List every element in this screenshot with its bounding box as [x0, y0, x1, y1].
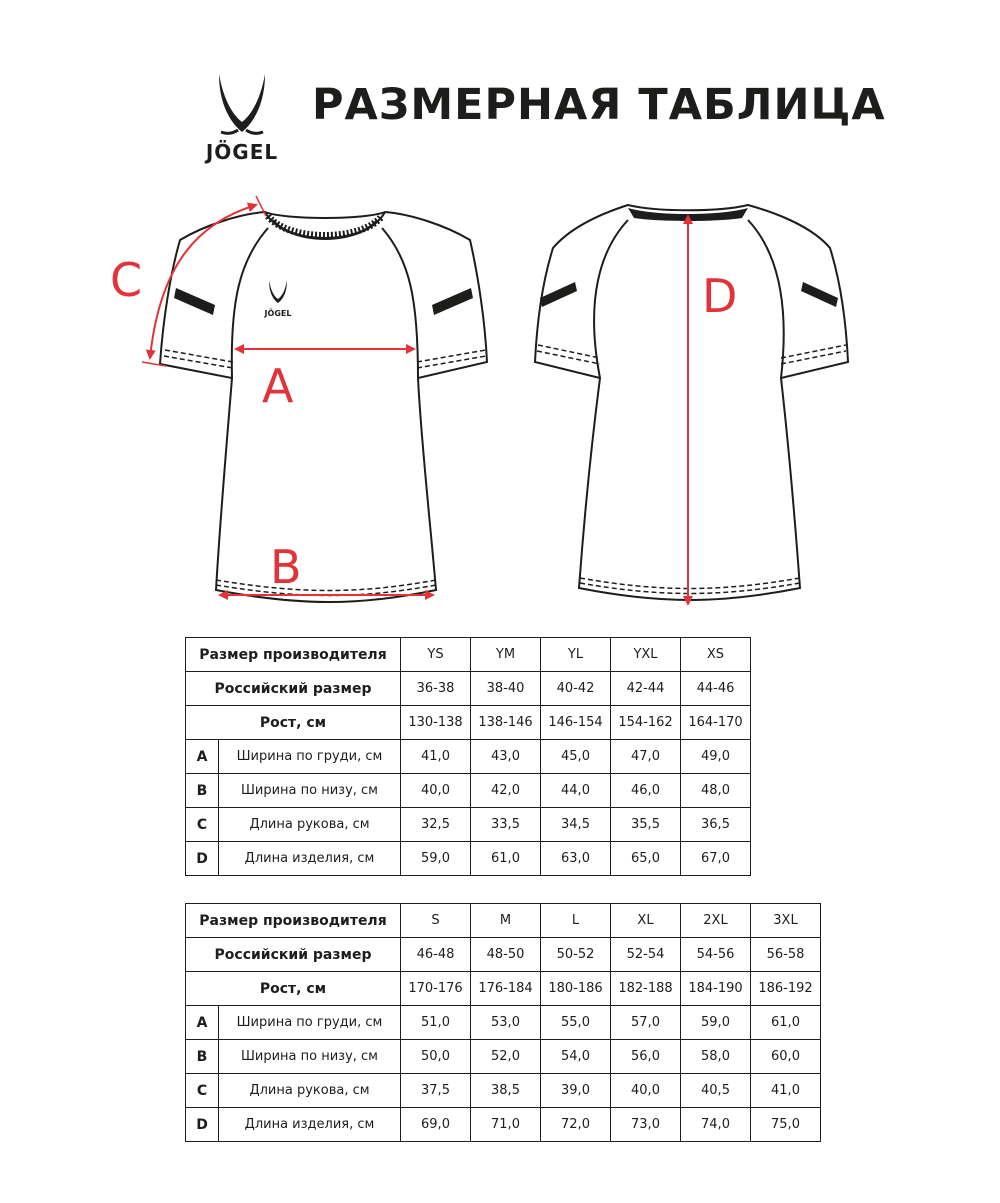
- page-title: РАЗМЕРНАЯ ТАБЛИЦА: [312, 80, 886, 130]
- table-cell: 53,0: [471, 1006, 541, 1040]
- height-label: Рост, см: [186, 706, 401, 740]
- jogel-logo-icon: [216, 72, 268, 136]
- table-cell: 184-190: [681, 972, 751, 1006]
- table-cell: 63,0: [541, 842, 611, 876]
- table-cell: S: [401, 904, 471, 938]
- table-cell: 50-52: [541, 938, 611, 972]
- row-parameter: Длина изделия, см: [219, 842, 401, 876]
- size-table-row-russian: [186, 938, 821, 972]
- table-cell: 49,0: [681, 740, 751, 774]
- front-raglan-seams: [232, 228, 418, 378]
- table-cell: 59,0: [401, 842, 471, 876]
- table-cell: 40,0: [401, 774, 471, 808]
- table-row: [186, 1074, 821, 1108]
- size-table-row-height: [186, 972, 821, 1006]
- table-cell: 75,0: [751, 1108, 821, 1142]
- table-row: [186, 774, 751, 808]
- row-letter: A: [186, 1006, 219, 1040]
- table-cell: 36-38: [401, 672, 471, 706]
- table-cell: 61,0: [751, 1006, 821, 1040]
- front-view: [160, 212, 487, 602]
- table-row: [186, 1006, 821, 1040]
- table-cell: 39,0: [541, 1074, 611, 1108]
- table-cell: 34,5: [541, 808, 611, 842]
- table-cell: 40-42: [541, 672, 611, 706]
- back-body-outline: [535, 205, 848, 600]
- table-cell: 130-138: [401, 706, 471, 740]
- row-letter: C: [186, 808, 219, 842]
- back-view: [535, 205, 848, 600]
- table-cell: YL: [541, 638, 611, 672]
- table-cell: 2XL: [681, 904, 751, 938]
- table-cell: 73,0: [611, 1108, 681, 1142]
- front-body-outline: [160, 212, 487, 602]
- measure-label-d: D: [702, 269, 738, 323]
- table-cell: 59,0: [681, 1006, 751, 1040]
- table-cell: L: [541, 904, 611, 938]
- table-cell: 48,0: [681, 774, 751, 808]
- measure-label-a: A: [262, 359, 294, 413]
- table-cell: 67,0: [681, 842, 751, 876]
- table-cell: 40,5: [681, 1074, 751, 1108]
- table-cell: YXL: [611, 638, 681, 672]
- table-cell: 3XL: [751, 904, 821, 938]
- table-cell: 74,0: [681, 1108, 751, 1142]
- front-chest-logo-text: JÖGEL: [264, 309, 292, 318]
- table-cell: 154-162: [611, 706, 681, 740]
- table-cell: 38,5: [471, 1074, 541, 1108]
- table-cell: 44,0: [541, 774, 611, 808]
- measure-label-c: C: [110, 253, 143, 307]
- table-cell: 52-54: [611, 938, 681, 972]
- measure-label-b: B: [270, 540, 302, 594]
- back-sleeve-stripe-left: [540, 282, 577, 307]
- size-table-row-height: [186, 706, 751, 740]
- table-cell: 40,0: [611, 1074, 681, 1108]
- table-cell: 43,0: [471, 740, 541, 774]
- height-label: Рост, см: [186, 972, 401, 1006]
- table-cell: 32,5: [401, 808, 471, 842]
- table-row: [186, 740, 751, 774]
- table-cell: 42,0: [471, 774, 541, 808]
- table-cell: 72,0: [541, 1108, 611, 1142]
- row-letter: D: [186, 1108, 219, 1142]
- row-parameter: Ширина по низу, см: [219, 774, 401, 808]
- table-cell: XL: [611, 904, 681, 938]
- table-cell: M: [471, 904, 541, 938]
- front-sleeve-stripe-right: [432, 288, 473, 315]
- table-cell: 180-186: [541, 972, 611, 1006]
- table-cell: 57,0: [611, 1006, 681, 1040]
- table-cell: 69,0: [401, 1108, 471, 1142]
- table-cell: 138-146: [471, 706, 541, 740]
- table-cell: 33,5: [471, 808, 541, 842]
- row-letter: B: [186, 1040, 219, 1074]
- table-cell: 164-170: [681, 706, 751, 740]
- table-cell: 58,0: [681, 1040, 751, 1074]
- garment-diagram: [0, 180, 1000, 620]
- table-row: [186, 1108, 821, 1142]
- table-cell: 35,5: [611, 808, 681, 842]
- brand-logo: [190, 72, 294, 168]
- row-letter: C: [186, 1074, 219, 1108]
- back-sleeve-stripe-right: [801, 282, 838, 307]
- table-cell: YM: [471, 638, 541, 672]
- size-table-youth: [185, 637, 751, 876]
- table-cell: YS: [401, 638, 471, 672]
- table-cell: 56-58: [751, 938, 821, 972]
- table-row: [186, 808, 751, 842]
- measure-lines: [142, 196, 688, 604]
- front-chest-logo: [264, 280, 292, 318]
- brand-logo-text: JÖGEL: [205, 140, 279, 164]
- table-cell: 47,0: [611, 740, 681, 774]
- table-cell: 55,0: [541, 1006, 611, 1040]
- table-cell: 46-48: [401, 938, 471, 972]
- table-cell: 65,0: [611, 842, 681, 876]
- size-table-adult: [185, 903, 821, 1142]
- table-cell: 146-154: [541, 706, 611, 740]
- table-cell: XS: [681, 638, 751, 672]
- table-cell: 176-184: [471, 972, 541, 1006]
- table-cell: 44-46: [681, 672, 751, 706]
- table-cell: 42-44: [611, 672, 681, 706]
- table-cell: 61,0: [471, 842, 541, 876]
- table-cell: 170-176: [401, 972, 471, 1006]
- size-table-row-manufacturer: [186, 638, 751, 672]
- table-cell: 60,0: [751, 1040, 821, 1074]
- table-cell: 36,5: [681, 808, 751, 842]
- table-cell: 71,0: [471, 1108, 541, 1142]
- row-letter: D: [186, 842, 219, 876]
- table-cell: 45,0: [541, 740, 611, 774]
- row-parameter: Длина рукова, см: [219, 1074, 401, 1108]
- table-cell: 186-192: [751, 972, 821, 1006]
- size-table-row-russian: [186, 672, 751, 706]
- table-cell: 54-56: [681, 938, 751, 972]
- table-row: [186, 842, 751, 876]
- table-cell: 37,5: [401, 1074, 471, 1108]
- table-cell: 56,0: [611, 1040, 681, 1074]
- size-table-row-manufacturer: [186, 904, 821, 938]
- table-cell: 41,0: [751, 1074, 821, 1108]
- table-cell: 182-188: [611, 972, 681, 1006]
- table-cell: 46,0: [611, 774, 681, 808]
- manufacturer-size-label: Размер производителя: [186, 638, 401, 672]
- manufacturer-size-label: Размер производителя: [186, 904, 401, 938]
- row-parameter: Ширина по груди, см: [219, 1006, 401, 1040]
- table-cell: 38-40: [471, 672, 541, 706]
- table-cell: 50,0: [401, 1040, 471, 1074]
- table-cell: 52,0: [471, 1040, 541, 1074]
- table-cell: 54,0: [541, 1040, 611, 1074]
- row-parameter: Длина рукова, см: [219, 808, 401, 842]
- russian-size-label: Российский размер: [186, 938, 401, 972]
- row-letter: A: [186, 740, 219, 774]
- table-cell: 48-50: [471, 938, 541, 972]
- table-cell: 51,0: [401, 1006, 471, 1040]
- table-cell: 41,0: [401, 740, 471, 774]
- row-parameter: Ширина по груди, см: [219, 740, 401, 774]
- row-letter: B: [186, 774, 219, 808]
- front-sleeve-stripe-left: [174, 288, 215, 315]
- russian-size-label: Российский размер: [186, 672, 401, 706]
- table-row: [186, 1040, 821, 1074]
- row-parameter: Длина изделия, см: [219, 1108, 401, 1142]
- row-parameter: Ширина по низу, см: [219, 1040, 401, 1074]
